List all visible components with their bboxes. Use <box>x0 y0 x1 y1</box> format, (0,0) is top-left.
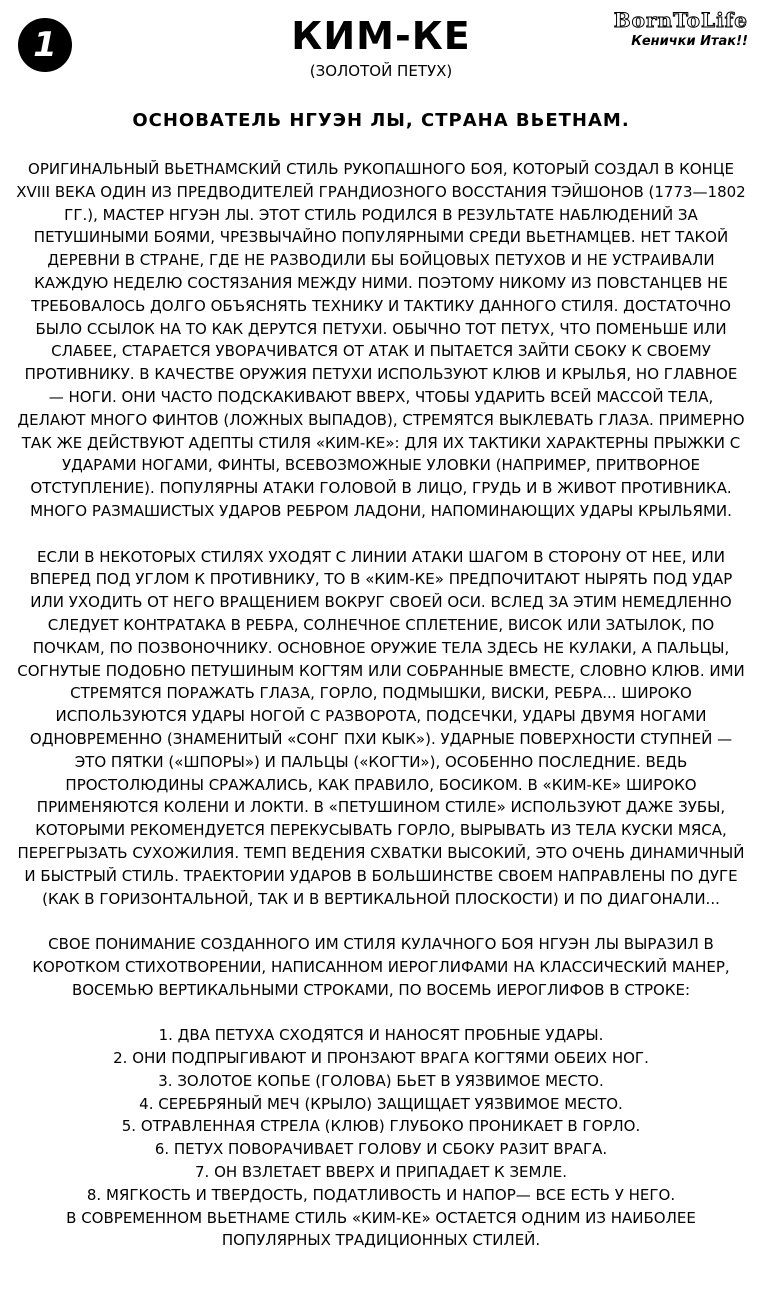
poem-list <box>16 1024 746 1206</box>
poem-line: 5. ОТРАВЛЕННАЯ СТРЕЛА (КЛЮВ) ГЛУБОКО ПРОНИКАЕТ В ГОРЛО. <box>121 1117 641 1136</box>
page-title: КИМ-КЕ <box>291 14 471 58</box>
poem-line: 2. ОНИ ПОДПРЫГИВАЮТ И ПРОНЗАЮТ ВРАГА КОГТЯМИ ОБЕИХ НОГ. <box>113 1049 649 1068</box>
paragraph-intro: ОРИГИНАЛЬНЫЙ ВЬЕТНАМСКИЙ СТИЛЬ РУКОПАШНОГО БОЯ, КОТОРЫЙ СОЗДАЛ В КОНЦЕ XVIII ВЕКА ОДИН ИЗ ПРЕДВОДИТЕЛЕЙ ГРАНДИОЗНОГО ВОССТАНИЯ ТЭЙШОНОВ (1773—1802 ГГ.), МАСТЕР НГУЭН ЛЫ. ЭТОТ СТИЛЬ РОДИЛСЯ В РЕЗУЛЬТАТЕ НАБЛЮДЕНИЙ ЗА ПЕТУШИНЫМИ БОЯМИ, ЧРЕЗВЫЧАЙНО ПОПУЛЯРНЫМИ СРЕДИ ВЬЕТНАМЦЕВ. НЕТ ТАКОЙ ДЕРЕВНИ В СТРАНЕ, ГДЕ НЕ РАЗВОДИЛИ БЫ БОЙЦОВЫХ ПЕТУХОВ И НЕ УСТРАИВАЛИ КАЖДУЮ НЕДЕЛЮ СОСТЯЗАНИЯ МЕЖДУ НИМИ. ПОЭТОМУ НИКОМУ ИЗ ПОВСТАНЦЕВ НЕ ТРЕБОВАЛОСЬ ДОЛГО ОБЪЯСНЯТЬ ТЕХНИКУ И ТАКТИКУ ДАННОГО СТИЛЯ. ДОСТАТОЧНО БЫЛО ССЫЛОК НА ТО КАК ДЕРУТСЯ ПЕТУХИ. ОБЫЧНО ТОТ ПЕТУХ, ЧТО ПОМЕНЬШЕ ИЛИ СЛАБЕЕ, СТАРАЕТСЯ УВОРАЧИВАТСЯ ОТ АТАК И ПЫТАЕТСЯ ЗАЙТИ СБОКУ К СВОЕМУ ПРОТИВНИКУ. В КАЧЕСТВЕ ОРУЖИЯ ПЕТУХИ ИСПОЛЬЗУЮТ КЛЮВ И КРЫЛЬЯ, НО ГЛАВНОЕ — НОГИ. ОНИ ЧАСТО ПОДСКАКИВАЮТ ВВЕРХ, ЧТОБЫ УДАРИТЬ ВСЕЙ МАССОЙ ТЕЛА, ДЕЛАЮТ МНОГО ФИНТОВ (ЛОЖНЫХ ВЫПАДОВ), СТРЕМЯТСЯ ВЫКЛЕВАТЬ ГЛАЗА. ПРИМЕРНО ТАК ЖЕ ДЕЙСТВУЮТ АДЕПТЫ СТИЛЯ «КИМ-КЕ»: ДЛЯ ИХ ТАКТИКИ ХАРАКТЕРНЫ ПРЫЖКИ С УДАРАМИ НОГАМИ, ФИНТЫ, ВСЕВОЗМОЖНЫЕ УЛОВКИ (НАПРИМЕР, ПРИТВОРНОЕ ОТСТУПЛЕНИЕ). ПОПУЛЯРНЫ АТАКИ ГОЛОВОЙ В ЛИЦО, ГРУДЬ И В ЖИВОТ ПРОТИВНИКА. МНОГО РАЗМАШИСТЫХ УДАРОВ РЕБРОМ ЛАДОНИ, НАПОМИНАЮЩИХ УДАРЫ КРЫЛЬЯМИ. <box>16 160 746 520</box>
poem-line: 4. СЕРЕБРЯНЫЙ МЕЧ (КРЫЛО) ЗАЩИЩАЕТ УЯЗВИМОЕ МЕСТО. <box>139 1094 623 1113</box>
section-heading: ОСНОВАТЕЛЬ НГУЭН ЛЫ, СТРАНА ВЬЕТНАМ. <box>132 110 630 131</box>
page-number: 1 <box>33 25 57 65</box>
poem-line: 1. ДВА ПЕТУХА СХОДЯТСЯ И НАНОСЯТ ПРОБНЫЕ УДАРЫ. <box>158 1026 604 1045</box>
poem-line: 7. ОН ВЗЛЕТАЕТ ВВЕРХ И ПРИПАДАЕТ К ЗЕМЛЕ. <box>194 1163 568 1182</box>
paragraph-technique: ЕСЛИ В НЕКОТОРЫХ СТИЛЯХ УХОДЯТ С ЛИНИИ АТАКИ ШАГОМ В СТОРОНУ ОТ НЕЕ, ИЛИ ВПЕРЕД ПОД УГЛОМ К ПРОТИВНИКУ, ТО В «КИМ-КЕ» ПРЕДПОЧИТАЮТ НЫРЯТЬ ПОД УДАР ИЛИ УХОДИТЬ ОТ НЕГО ВРАЩЕНИЕМ ВОКРУГ СВОЕЙ ОСИ. ВСЛЕД ЗА ЭТИМ НЕМЕДЛЕННО СЛЕДУЕТ КОНТРАТАКА В РЕБРА, СОЛНЕЧНОЕ СПЛЕТЕНИЕ, ВИСОК ИЛИ ЗАТЫЛОК, ПО ПОЧКАМ, ПО ПОЗВОНОЧНИКУ. ОСНОВНОЕ ОРУЖИЕ ТЕЛА ЗДЕСЬ НЕ КУЛАКИ, А ПАЛЬЦЫ, СОГНУТЫЕ ПОДОБНО ПЕТУШИНЫМ КОГТЯМ ИЛИ СОБРАННЫЕ ВМЕСТЕ, СЛОВНО КЛЮВ. ИМИ СТРЕМЯТСЯ ПОРАЖАТЬ ГЛАЗА, ГОРЛО, ПОДМЫШКИ, ВИСКИ, РЕБРА... ШИРОКО ИСПОЛЬЗУЮТСЯ УДАРЫ НОГОЙ С РАЗВОРОТА, ПОДСЕЧКИ, УДАРЫ ДВУМЯ НОГАМИ ОДНОВРЕМЕННО (ЗНАМЕНИТЫЙ «СОНГ ПХИ КЫК»). УДАРНЫЕ ПОВЕРХНОСТИ СТУПНЕЙ — ЭТО ПЯТКИ («ШПОРЫ») И ПАЛЬЦЫ («КОГТИ»), ОСОБЕННО ПОСЛЕДНИЕ. ВЕДЬ ПРОСТОЛЮДИНЫ СРАЖАЛИСЬ, КАК ПРАВИЛО, БОСИКОМ. В «КИМ-КЕ» ШИРОКО ПРИМЕНЯЮТСЯ КОЛЕНИ И ЛОКТИ. В «ПЕТУШИНОМ СТИЛЕ» ИСПОЛЬЗУЮТ ДАЖЕ ЗУБЫ, КОТОРЫМИ РЕКОМЕНДУЕТСЯ ПЕРЕКУСЫВАТЬ ГОРЛО, ВЫРЫВАТЬ ИЗ ТЕЛА КУСКИ МЯСА, ПЕРЕГРЫЗАТЬ СУХОЖИЛИЯ. ТЕМП ВЕДЕНИЯ СХВАТКИ ВЫСОКИЙ, ЭТО ОЧЕНЬ ДИНАМИЧНЫЙ И БЫСТРЫЙ СТИЛЬ. ТРАЕКТОРИИ УДАРОВ В БОЛЬШИНСТВЕ СВОЕМ НАПРАВЛЕНЫ ПО ДУГЕ (КАК В ГОРИЗОНТАЛЬНОЙ, ТАК И В ВЕРТИКАЛЬНОЙ ПЛОСКОСТИ) И ПО ДИАГОНАЛИ... <box>17 547 745 908</box>
paragraph-poem-intro: СВОЕ ПОНИМАНИЕ СОЗДАННОГО ИМ СТИЛЯ КУЛАЧНОГО БОЯ НГУЭН ЛЫ ВЫРАЗИЛ В КОРОТКОМ СТИХОТВОРЕНИИ, НАПИСАННОМ ИЕРОГЛИФАМИ НА КЛАССИЧЕСКИЙ МАНЕР, ВОСЕМЬЮ ВЕРТИКАЛЬНЫМИ СТРОКАМИ, ПО ВОСЕМЬ ИЕРОГЛИФОВ В СТРОКЕ: <box>32 935 730 999</box>
poem-line: 6. ПЕТУХ ПОВОРАЧИВАЕТ ГОЛОВУ И СБОКУ РАЗИТ ВРАГА. <box>154 1140 608 1159</box>
closing-paragraph: В СОВРЕМЕННОМ ВЬЕТНАМЕ СТИЛЬ «КИМ-КЕ» ОСТАЕТСЯ ОДНИМ ИЗ НАИБОЛЕЕ ПОПУЛЯРНЫХ ТРАДИЦИОННЫХ СТИЛЕЙ. <box>66 1208 696 1250</box>
logo-top-text: BornToLife <box>613 8 748 32</box>
scanlation-logo <box>598 8 748 49</box>
poem-line: 8. МЯГКОСТЬ И ТВЕРДОСТЬ, ПОДАТЛИВОСТЬ И НАПОР— ВСЕ ЕСТЬ У НЕГО. <box>86 1185 676 1204</box>
page-subtitle: (ЗОЛОТОЙ ПЕТУХ) <box>309 62 453 80</box>
logo-bottom-text: Кенички Итак!! <box>631 34 748 49</box>
article-body <box>16 158 746 1252</box>
poem-line: 3. ЗОЛОТОЕ КОПЬЕ (ГОЛОВА) БЬЕТ В УЯЗВИМОЕ МЕСТО. <box>158 1071 604 1090</box>
